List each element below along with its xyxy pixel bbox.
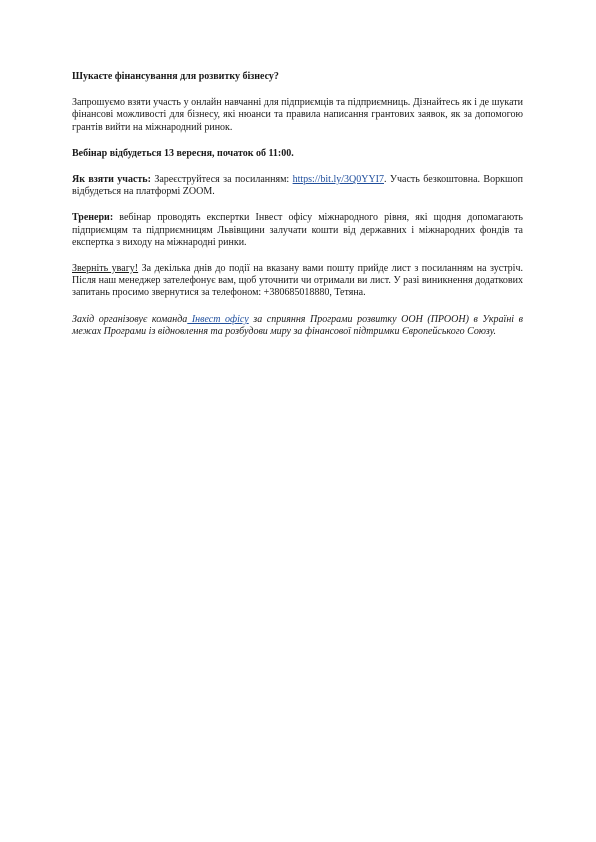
- participation-text-tail: . Участь безкоштовна. Воркшоп відбудеться на платформі ZOOM.: [72, 174, 524, 198]
- document-title: Шукаєте фінансування для розвитку бізнесу?: [72, 71, 279, 82]
- participation-label: Як взяти участь:: [72, 174, 151, 186]
- attention-text: За декілька днів до події на вказану вами пошту прийде лист з посиланням на зустріч. Після наш менеджер зателефонує вам, щоб уточнити чи отримали ви лист. У разі виникнення додаткових запитань просимо звернутися за телефоном: +380685018880, Тетяна.: [72, 263, 523, 299]
- organizer-note-tail: за сприяння Програми розвитку ООН (ПРООН) в Україні в межах Програми із відновлення та розбудови миру за фінансової підтримки Європейського Союзу.: [72, 313, 524, 337]
- webinar-date-line: Вебінар відбудеться 13 вересня, початок об 11:00.: [72, 147, 294, 159]
- participation-text: Зареєструйтеся за посиланням:: [150, 174, 293, 186]
- organizer-note: [72, 314, 523, 338]
- attention-label: Зверніть увагу!: [72, 263, 139, 275]
- document-body: [72, 71, 523, 338]
- intro-paragraph: Запрошуємо взяти участь у онлайн навчанні для підприємців та підприємниць. Дізнайтесь як і де шукати фінансові можливості для бізнесу, які нюанси та правила написання грантових заявок, як за допомогою грантів вийти на міжнародний ринок.: [72, 97, 523, 133]
- organizer-note-text: Захід організовує команда: [72, 313, 188, 325]
- trainers-label: Тренери:: [72, 212, 114, 224]
- trainers-text: вебінар проводять експертки Інвест офісу міжнародного рівня, які щодня допомагають підприємцям та підприємницям Львівщини залучати кошти від державних і міжнародних фондів та експертка з виходу на міжнародні ринки.: [72, 212, 523, 248]
- registration-link[interactable]: https://bit.ly/3Q0YYI7: [292, 174, 385, 186]
- trainers-paragraph: [72, 212, 523, 249]
- invest-office-link[interactable]: Інвест офісу: [187, 313, 249, 325]
- attention-paragraph: [72, 263, 523, 300]
- participation-paragraph: [72, 174, 523, 198]
